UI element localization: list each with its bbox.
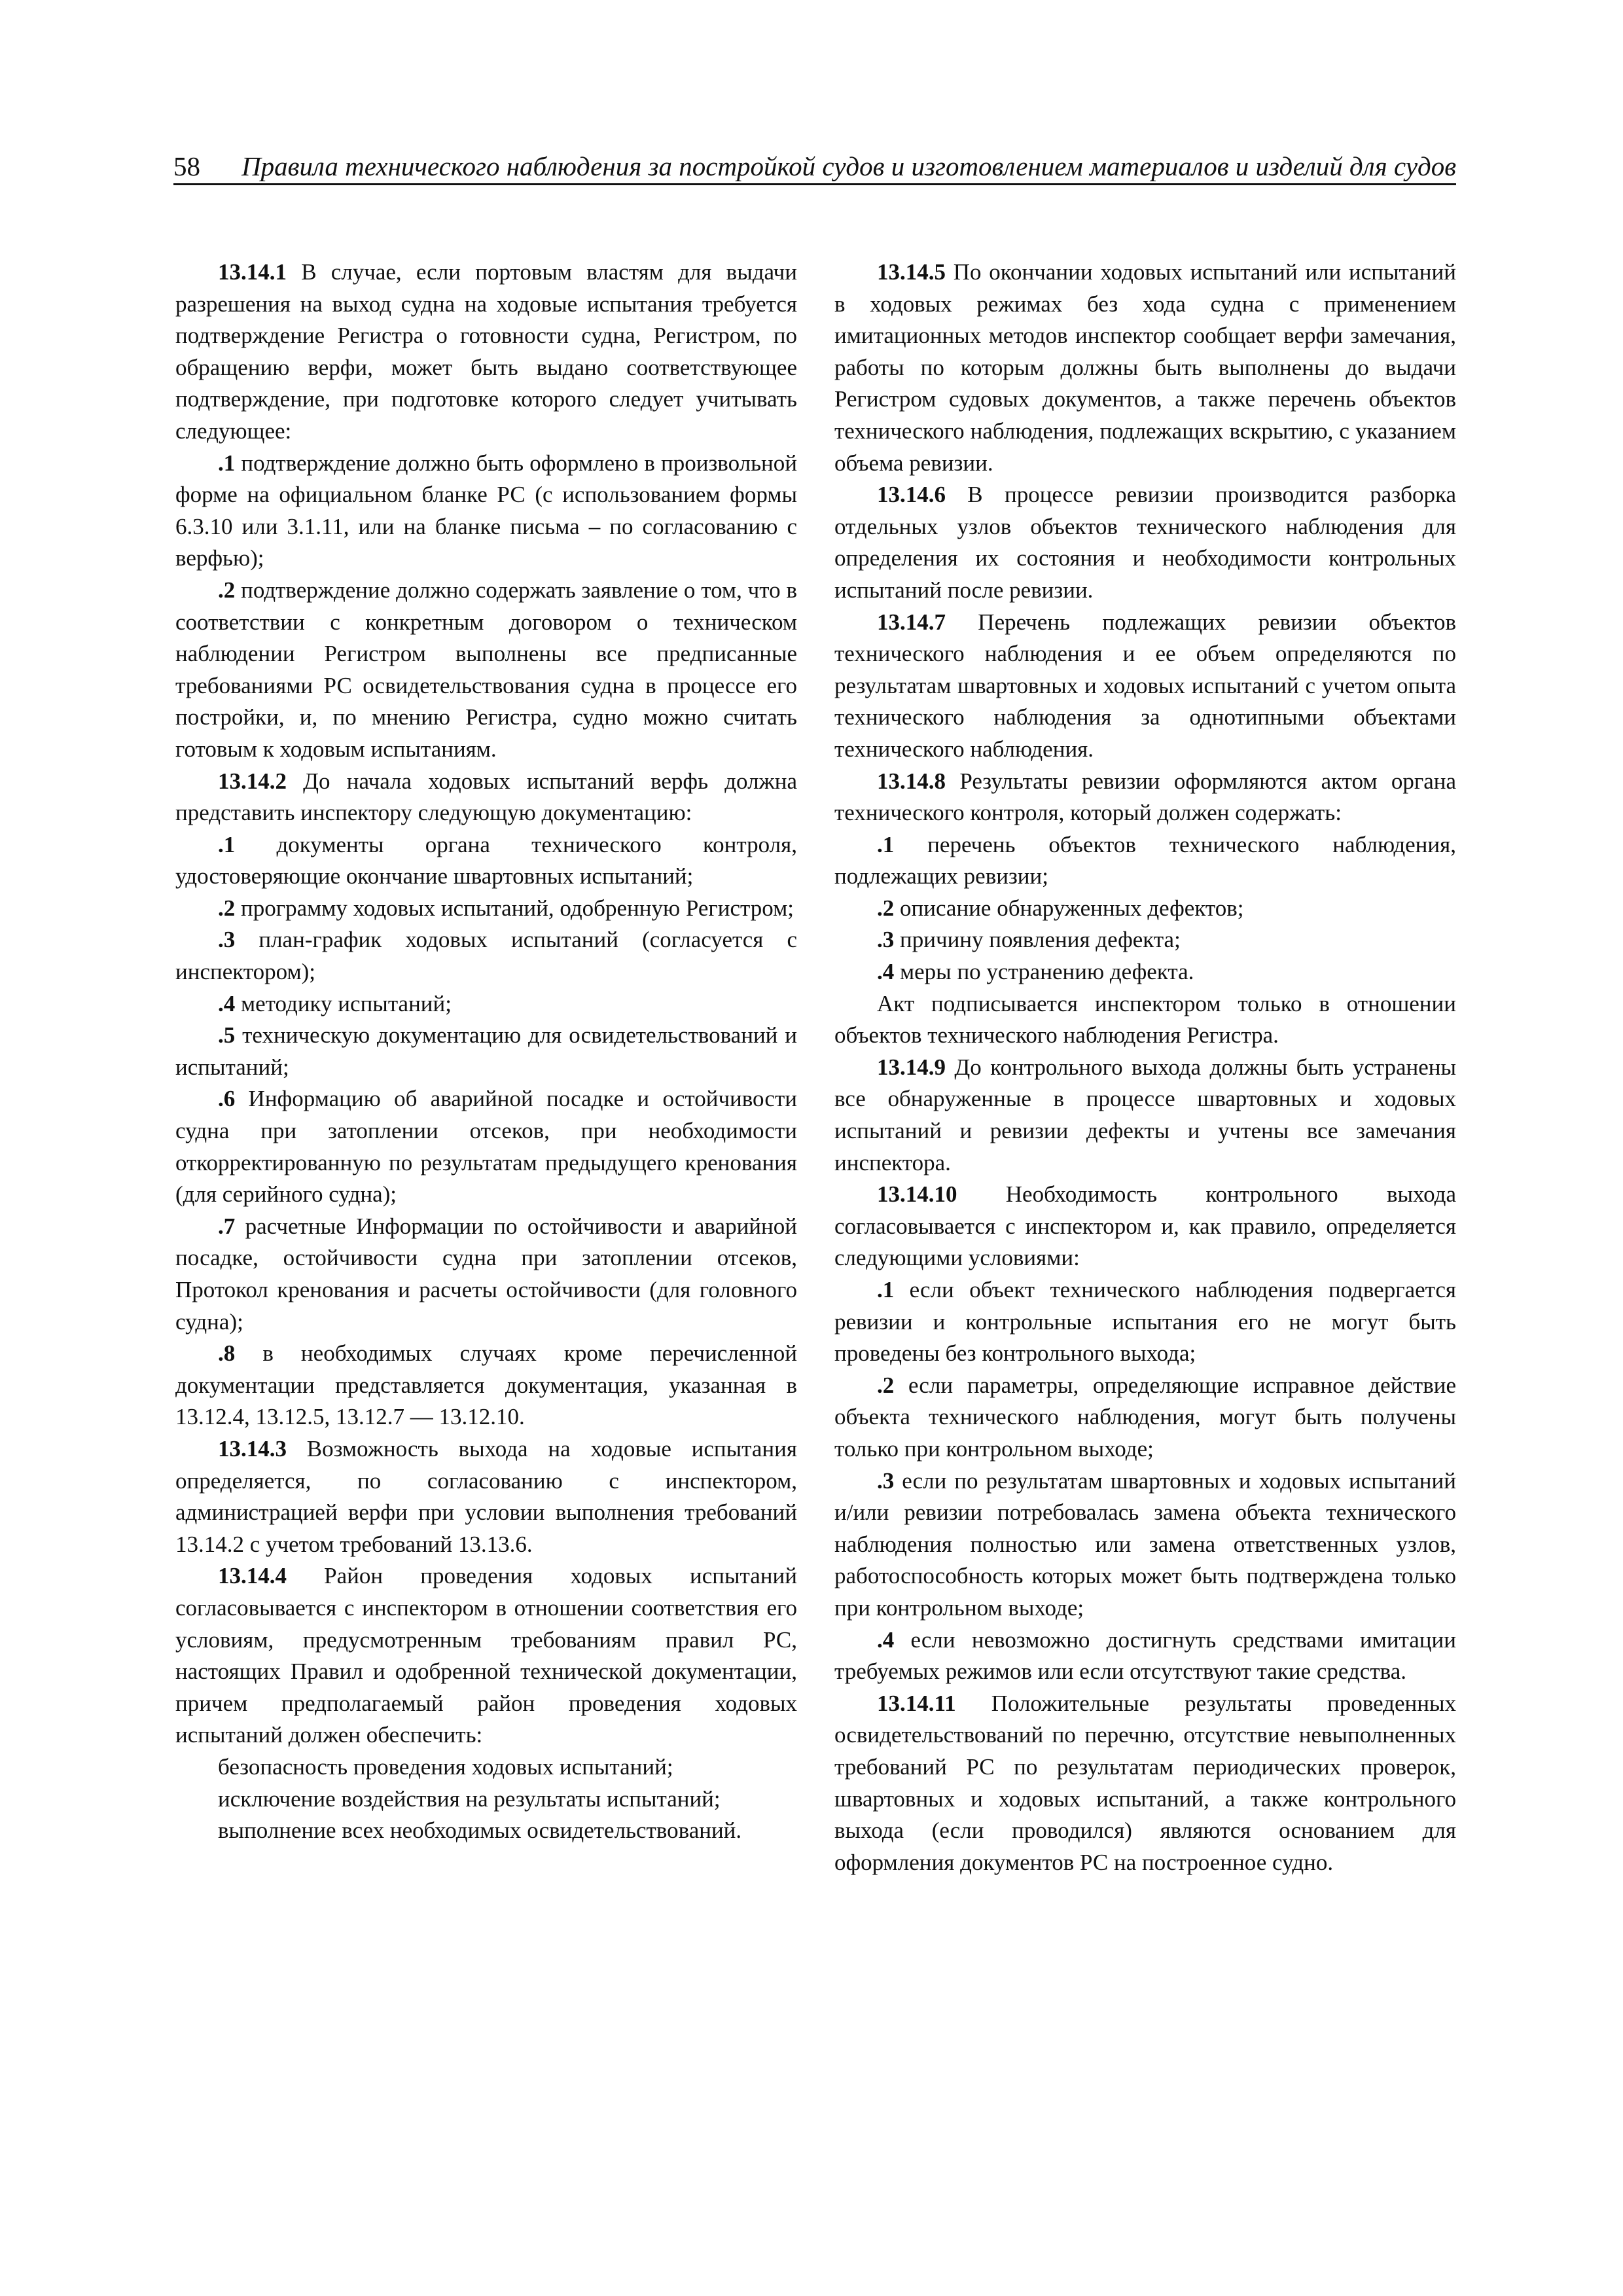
clause-text: Положительные результаты проведенных освидетельствований по перечню, отсутствие невыполненных требований РС по результатам периодических проверок, швартовных и ходовых испытаний, а также контрольного выхода (если проводился) являются основанием для оформления документов РС на построенное судно.: [834, 1690, 1456, 1875]
clause-number: .3: [877, 1467, 895, 1494]
left-column-paragraph: [175, 1560, 797, 1751]
clause-number: 13.14.5: [877, 259, 946, 285]
right-column-paragraph: [834, 988, 1456, 1052]
clause-text: перечень объектов технического наблюдения, подлежащих ревизии;: [834, 831, 1456, 889]
clause-number: .4: [877, 1626, 895, 1653]
clause-number: 13.14.4: [218, 1563, 287, 1589]
right-column-paragraph: [834, 1052, 1456, 1179]
clause-number: .4: [877, 959, 895, 985]
clause-number: .2: [877, 895, 895, 921]
page-number: 58: [173, 151, 200, 181]
clause-number: .1: [218, 831, 236, 857]
clause-number: .3: [218, 927, 236, 953]
right-column-paragraph: [834, 1370, 1456, 1465]
left-column-paragraph: [175, 988, 797, 1020]
left-column-paragraph: [175, 1433, 797, 1560]
clause-text: подтверждение должно содержать заявление о том, что в соответствии с конкретным договором о техническом наблюдении Регистром выполнены все предписанные требованиями РС освидетельствования судна в процессе его постройки, и, по мнению Регистра, судно можно считать готовым к ходовым испытаниям.: [175, 577, 797, 762]
left-column-paragraph: [175, 924, 797, 988]
clause-text: если по результатам швартовных и ходовых испытаний и/или ревизии потребовалась замена объекта технического наблюдения полностью или замена ответственных узлов, работоспособность которых может быть подтверждена только при контрольном выходе;: [834, 1467, 1456, 1621]
clause-number: 13.14.3: [218, 1435, 287, 1462]
right-column: [834, 257, 1456, 1878]
right-column-paragraph: [834, 257, 1456, 479]
left-column-paragraph: [175, 1784, 797, 1816]
clause-text: Возможность выхода на ходовые испытания определяется, по согласованию с инспектором, администрацией верфи при условии выполнения требований 13.14.2 с учетом требований 13.13.6.: [175, 1435, 797, 1557]
right-column-paragraph: [834, 893, 1456, 925]
clause-text: Акт подписывается инспектором только в отношении объектов технического наблюдения Регистра.: [834, 990, 1456, 1049]
clause-text: меры по устранению дефекта.: [894, 959, 1194, 985]
clause-text: если невозможно достигнуть средствами имитации требуемых режимов или если отсутствуют такие средства.: [834, 1626, 1456, 1685]
clause-text: если объект технического наблюдения подвергается ревизии и контрольные испытания его не могут быть проведены без контрольного выхода;: [834, 1277, 1456, 1367]
clause-number: .2: [877, 1372, 895, 1398]
right-column-paragraph: [834, 1465, 1456, 1624]
left-column-paragraph: [175, 829, 797, 893]
clause-number: .8: [218, 1340, 236, 1367]
clause-number: 13.14.10: [877, 1181, 957, 1208]
clause-text: если параметры, определяющие исправное действие объекта технического наблюдения, могут быть получены только при контрольном выходе;: [834, 1372, 1456, 1462]
clause-number: .4: [218, 990, 236, 1016]
left-column-paragraph: [175, 1751, 797, 1784]
clause-text: безопасность проведения ходовых испытаний;: [218, 1753, 673, 1780]
clause-text: расчетные Информации по остойчивости и аварийной посадке, остойчивости судна при затоплении отсеков, Протокол кренования и расчеты остойчивости (для головного судна);: [175, 1213, 797, 1335]
clause-number: .1: [877, 1277, 895, 1302]
clause-text: план-график ходовых испытаний (согласуется с инспектором);: [175, 927, 797, 985]
left-column: [175, 257, 797, 1847]
clause-number: .7: [218, 1213, 236, 1239]
clause-number: 13.14.8: [877, 768, 946, 794]
clause-number: 13.14.9: [877, 1054, 946, 1080]
right-column-paragraph: [834, 479, 1456, 606]
left-column-paragraph: [175, 1211, 797, 1338]
right-column-paragraph: [834, 924, 1456, 956]
clause-text: Район проведения ходовых испытаний согласовывается с инспектором в отношении соответствия его условиям, предусмотренным требованиям правил РС, настоящих Правил и одобренной технической документации, причем предполагаемый район проведения ходовых испытаний должен обеспечить:: [175, 1563, 797, 1748]
right-column-paragraph: [834, 766, 1456, 829]
right-column-paragraph: [834, 1624, 1456, 1688]
clause-text: В случае, если портовым властям для выдачи разрешения на выход судна на ходовые испытания требуется подтверждение Регистра о готовности судна, Регистром, по обращению верфи, может быть выдано соответствующее подтверждение, при подготовке которого следует учитывать следующее:: [175, 259, 797, 444]
clause-number: .3: [877, 927, 895, 953]
right-column-paragraph: [834, 829, 1456, 893]
clause-text: причину появления дефекта;: [894, 927, 1181, 953]
clause-number: .1: [218, 450, 236, 476]
clause-text: в необходимых случаях кроме перечисленной документации представляется документация, указанная в 13.12.4, 13.12.5, 13.12.7 — 13.12.10.: [175, 1340, 797, 1430]
right-column-paragraph: [834, 607, 1456, 766]
left-column-paragraph: [175, 1815, 797, 1847]
clause-number: .6: [218, 1086, 236, 1112]
left-column-paragraph: [175, 766, 797, 829]
clause-text: программу ходовых испытаний, одобренную Регистром;: [235, 895, 794, 921]
clause-text: исключение воздействия на результаты испытаний;: [218, 1785, 721, 1812]
left-column-paragraph: [175, 448, 797, 575]
clause-number: 13.14.6: [877, 482, 946, 508]
clause-text: методику испытаний;: [235, 990, 452, 1016]
clause-number: 13.14.11: [877, 1690, 956, 1716]
running-title: Правила технического наблюдения за постройкой судов и изготовлением материалов и изделий для судов: [241, 151, 1456, 181]
clause-text: документы органа технического контроля, удостоверяющие окончание швартовных испытаний;: [175, 831, 797, 889]
clause-text: Перечень подлежащих ревизии объектов технического наблюдения и ее объем определяются по результатам швартовных и ходовых испытаний с учетом опыта технического наблюдения за однотипными объектами технического наблюдения.: [834, 609, 1456, 762]
right-column-paragraph: [834, 1274, 1456, 1370]
clause-text: До начала ходовых испытаний верфь должна представить инспектору следующую документацию:: [175, 768, 797, 826]
clause-text: До контрольного выхода должны быть устранены все обнаруженные в процессе швартовных и ходовых испытаний и ревизии дефекты и учтены все замечания инспектора.: [834, 1054, 1456, 1175]
clause-number: 13.14.7: [877, 609, 946, 635]
running-header: [173, 149, 1456, 185]
left-column-paragraph: [175, 1020, 797, 1083]
left-column-paragraph: [175, 1338, 797, 1433]
clause-text: В процессе ревизии производится разборка отдельных узлов объектов технического наблюдения для определения их состояния и необходимости контрольных испытаний после ревизии.: [834, 482, 1456, 603]
clause-number: 13.14.2: [218, 768, 287, 794]
clause-text: выполнение всех необходимых освидетельствований.: [218, 1818, 742, 1844]
clause-text: подтверждение должно быть оформлено в произвольной форме на официальном бланке РС (с использованием формы 6.3.10 или 3.1.11, или на бланке письма – по согласованию с верфью);: [175, 450, 797, 571]
clause-text: Необходимость контрольного выхода согласовывается с инспектором и, как правило, определяется следующими условиями:: [834, 1181, 1456, 1271]
right-column-paragraph: [834, 956, 1456, 988]
left-column-paragraph: [175, 257, 797, 448]
clause-number: .2: [218, 895, 236, 921]
right-column-paragraph: [834, 1179, 1456, 1274]
clause-number: 13.14.1: [218, 259, 287, 285]
left-column-paragraph: [175, 575, 797, 766]
clause-text: По окончании ходовых испытаний или испытаний в ходовых режимах без хода судна с применением имитационных методов инспектор сообщает верфи замечания, работы по которым должны быть выполнены до выдачи Регистром судовых документов, а также перечень объектов технического наблюдения, подлежащих вскрытию, с указанием объема ревизии.: [834, 259, 1456, 476]
clause-text: техническую документацию для освидетельствований и испытаний;: [175, 1022, 797, 1080]
clause-text: Информацию об аварийной посадке и остойчивости судна при затоплении отсеков, при необходимости откорректированную по результатам предыдущего кренования (для серийного судна);: [175, 1086, 797, 1208]
clause-text: описание обнаруженных дефектов;: [894, 895, 1244, 921]
left-column-paragraph: [175, 1083, 797, 1210]
clause-number: .1: [877, 831, 895, 857]
clause-number: .2: [218, 577, 236, 603]
clause-text: Результаты ревизии оформляются актом органа технического контроля, который должен содержать:: [834, 768, 1456, 826]
right-column-paragraph: [834, 1688, 1456, 1879]
clause-number: .5: [218, 1022, 236, 1049]
left-column-paragraph: [175, 893, 797, 925]
